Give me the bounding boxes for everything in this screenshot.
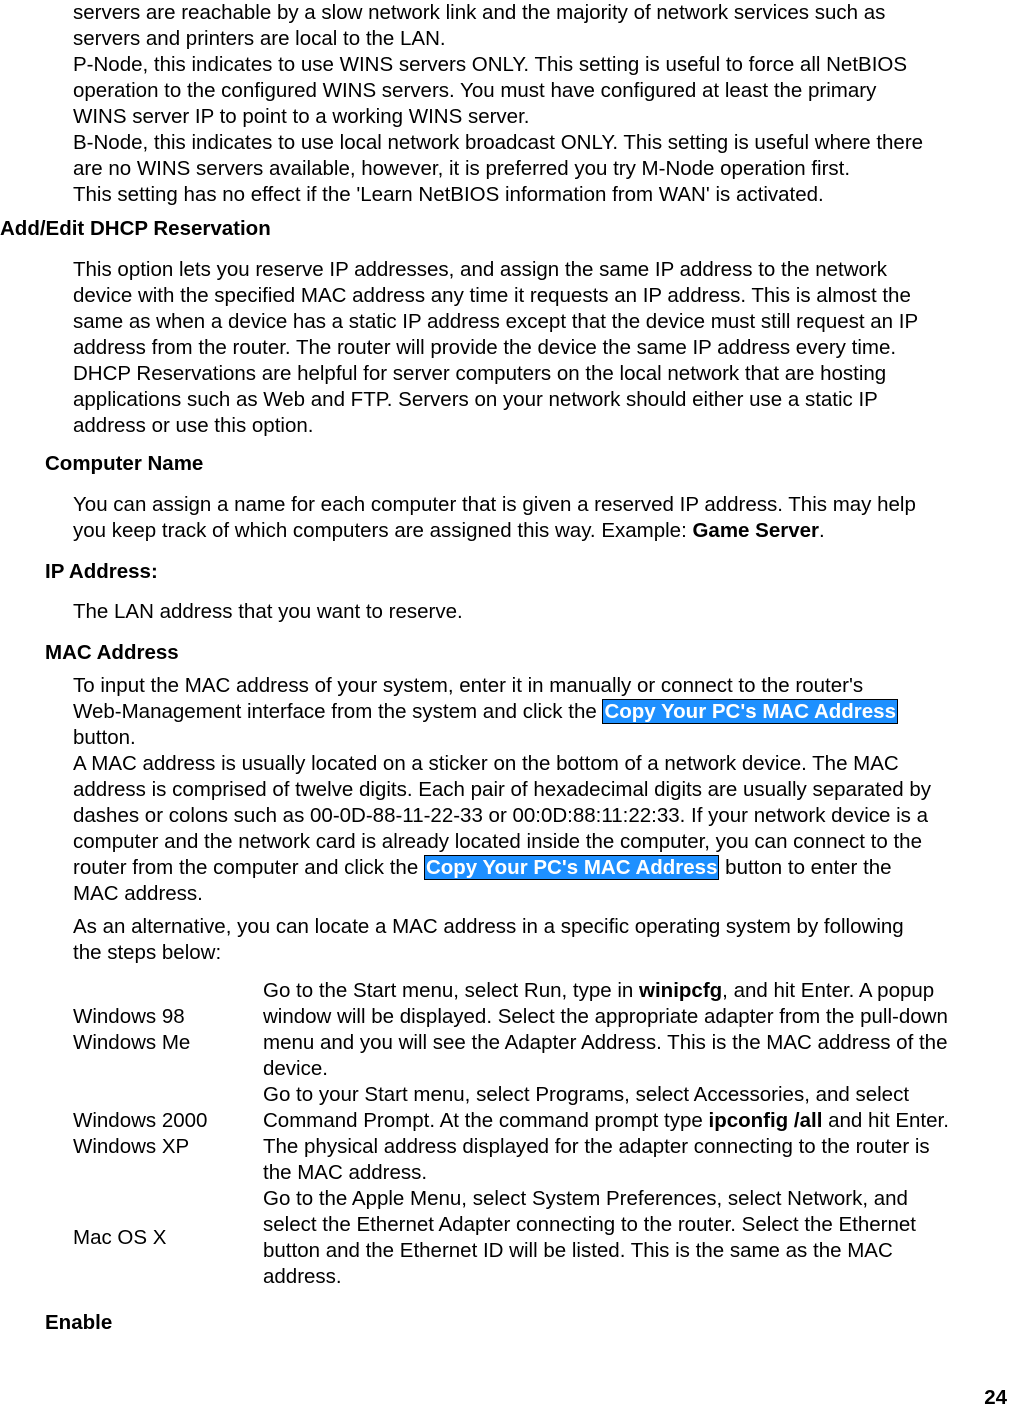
os-name: Windows 98 — [73, 1005, 185, 1028]
table-row — [73, 978, 1010, 1082]
dhcp-description — [73, 257, 1008, 439]
text-line: B-Node, this indicates to use local network broadcast ONLY. This setting is useful where there — [73, 131, 924, 154]
mac-address-description — [73, 673, 1008, 907]
text-line: servers and printers are local to the LAN. — [73, 27, 446, 50]
text-span: Web-Management interface from the system and click the — [73, 700, 603, 723]
text-span: Go to the Start menu, select Run, type in — [263, 979, 640, 1002]
text-line: are no WINS servers available, however, it is preferred you try M-Node operation first. — [73, 157, 851, 180]
os-cell — [73, 1186, 263, 1290]
os-name: Windows XP — [73, 1135, 190, 1158]
text-line: button. — [73, 726, 136, 749]
text-line: the steps below: — [73, 941, 222, 964]
text-line: MAC address. — [73, 882, 203, 905]
text-line: You can assign a name for each computer that is given a reserved IP address. This may help — [73, 493, 916, 516]
text-span: . — [818, 519, 825, 542]
text-line: same as when a device has a static IP address except that the device must still request an IP — [73, 310, 919, 333]
ip-address-description — [73, 599, 1008, 625]
text-span: Command Prompt. At the command prompt type — [263, 1109, 709, 1132]
subsection-heading-mac-address: MAC Address — [45, 641, 179, 664]
text-line: menu and you will see the Adapter Address. This is the MAC address of the — [263, 1031, 948, 1054]
text-line: select the Ethernet Adapter connecting to the router. Select the Ethernet — [263, 1213, 917, 1236]
text-span: button to enter the — [719, 856, 892, 879]
text-line: computer and the network card is already located inside the computer, you can connect to the — [73, 830, 922, 853]
text-line: dashes or colons such as 00-0D-88-11-22-33 or 00:0D:88:11:22:33. If your network device is a — [73, 804, 929, 827]
subsection-heading-computer-name: Computer Name — [45, 452, 204, 475]
command-name: ipconfig /all — [708, 1109, 823, 1132]
text-line — [263, 978, 1010, 1004]
text-line: The LAN address that you want to reserve. — [73, 600, 463, 623]
copy-mac-address-button[interactable]: Copy Your PC's MAC Address — [604, 700, 896, 723]
instructions-cell — [263, 978, 1010, 1082]
text-line: Go to your Start menu, select Programs, select Accessories, and select — [263, 1083, 910, 1106]
netbios-description — [73, 0, 1008, 208]
text-line: To input the MAC address of your system, enter it in manually or connect to the router's — [73, 674, 864, 697]
text-line: operation to the configured WINS servers. You must have configured at least the primary — [73, 79, 877, 102]
table-row — [73, 1186, 1010, 1290]
text-line: window will be displayed. Select the appropriate adapter from the pull-down — [263, 1005, 948, 1028]
text-line — [73, 699, 1008, 725]
text-line — [73, 855, 1008, 881]
os-name: Mac OS X — [73, 1226, 167, 1249]
text-line: This setting has no effect if the 'Learn NetBIOS information from WAN' is activated. — [73, 183, 824, 206]
text-line: address. — [263, 1265, 342, 1288]
example-value: Game Server — [692, 519, 819, 542]
text-line: device with the specified MAC address any time it requests an IP address. This is almost the — [73, 284, 911, 307]
text-line: The physical address displayed for the adapter connecting to the router is — [263, 1135, 930, 1158]
text-span: , and hit Enter. A popup — [722, 979, 935, 1002]
os-cell — [73, 1082, 263, 1186]
os-cell — [73, 978, 263, 1082]
text-line: As an alternative, you can locate a MAC address in a specific operating system by following — [73, 915, 904, 938]
text-line: address or use this option. — [73, 414, 314, 437]
os-name: Windows 2000 — [73, 1109, 208, 1132]
text-line: A MAC address is usually located on a sticker on the bottom of a network device. The MAC — [73, 752, 899, 775]
text-span: and hit Enter. — [822, 1109, 949, 1132]
text-line — [263, 1108, 1010, 1134]
instructions-cell — [263, 1082, 1010, 1186]
text-line: address from the router. The router will provide the device the same IP address every time. — [73, 336, 897, 359]
instructions-cell — [263, 1186, 1010, 1290]
copy-mac-address-button[interactable]: Copy Your PC's MAC Address — [425, 856, 718, 879]
text-line: applications such as Web and FTP. Servers on your network should either use a static IP — [73, 388, 878, 411]
os-name: Windows Me — [73, 1031, 191, 1054]
os-instructions-table — [73, 978, 1010, 1290]
command-name: winipcfg — [639, 979, 723, 1002]
text-line: button and the Ethernet ID will be listed. This is the same as the MAC — [263, 1239, 893, 1262]
text-line — [73, 518, 1008, 544]
text-line: WINS server IP to point to a working WINS server. — [73, 105, 530, 128]
text-line: the MAC address. — [263, 1161, 428, 1184]
subsection-heading-ip-address: IP Address: — [45, 560, 158, 583]
computer-name-description — [73, 492, 1008, 544]
text-line: P-Node, this indicates to use WINS servers ONLY. This setting is useful to force all NetBIOS — [73, 53, 908, 76]
subsection-heading-enable: Enable — [45, 1311, 113, 1334]
text-line: This option lets you reserve IP addresses, and assign the same IP address to the network — [73, 258, 887, 281]
table-row — [73, 1082, 1010, 1186]
text-span: you keep track of which computers are assigned this way. Example: — [73, 519, 693, 542]
section-heading-dhcp-reservation: Add/Edit DHCP Reservation — [0, 217, 271, 240]
alternative-description — [73, 914, 1008, 966]
text-line: address is comprised of twelve digits. Each pair of hexadecimal digits are usually separated by — [73, 778, 932, 801]
text-line: DHCP Reservations are helpful for server computers on the local network that are hosting — [73, 362, 887, 385]
text-line: Go to the Apple Menu, select System Preferences, select Network, and — [263, 1187, 908, 1210]
text-line: device. — [263, 1057, 328, 1080]
page-number: 24 — [984, 1386, 1007, 1409]
text-span: router from the computer and click the — [73, 856, 424, 879]
text-line: servers are reachable by a slow network link and the majority of network services such as — [73, 1, 886, 24]
